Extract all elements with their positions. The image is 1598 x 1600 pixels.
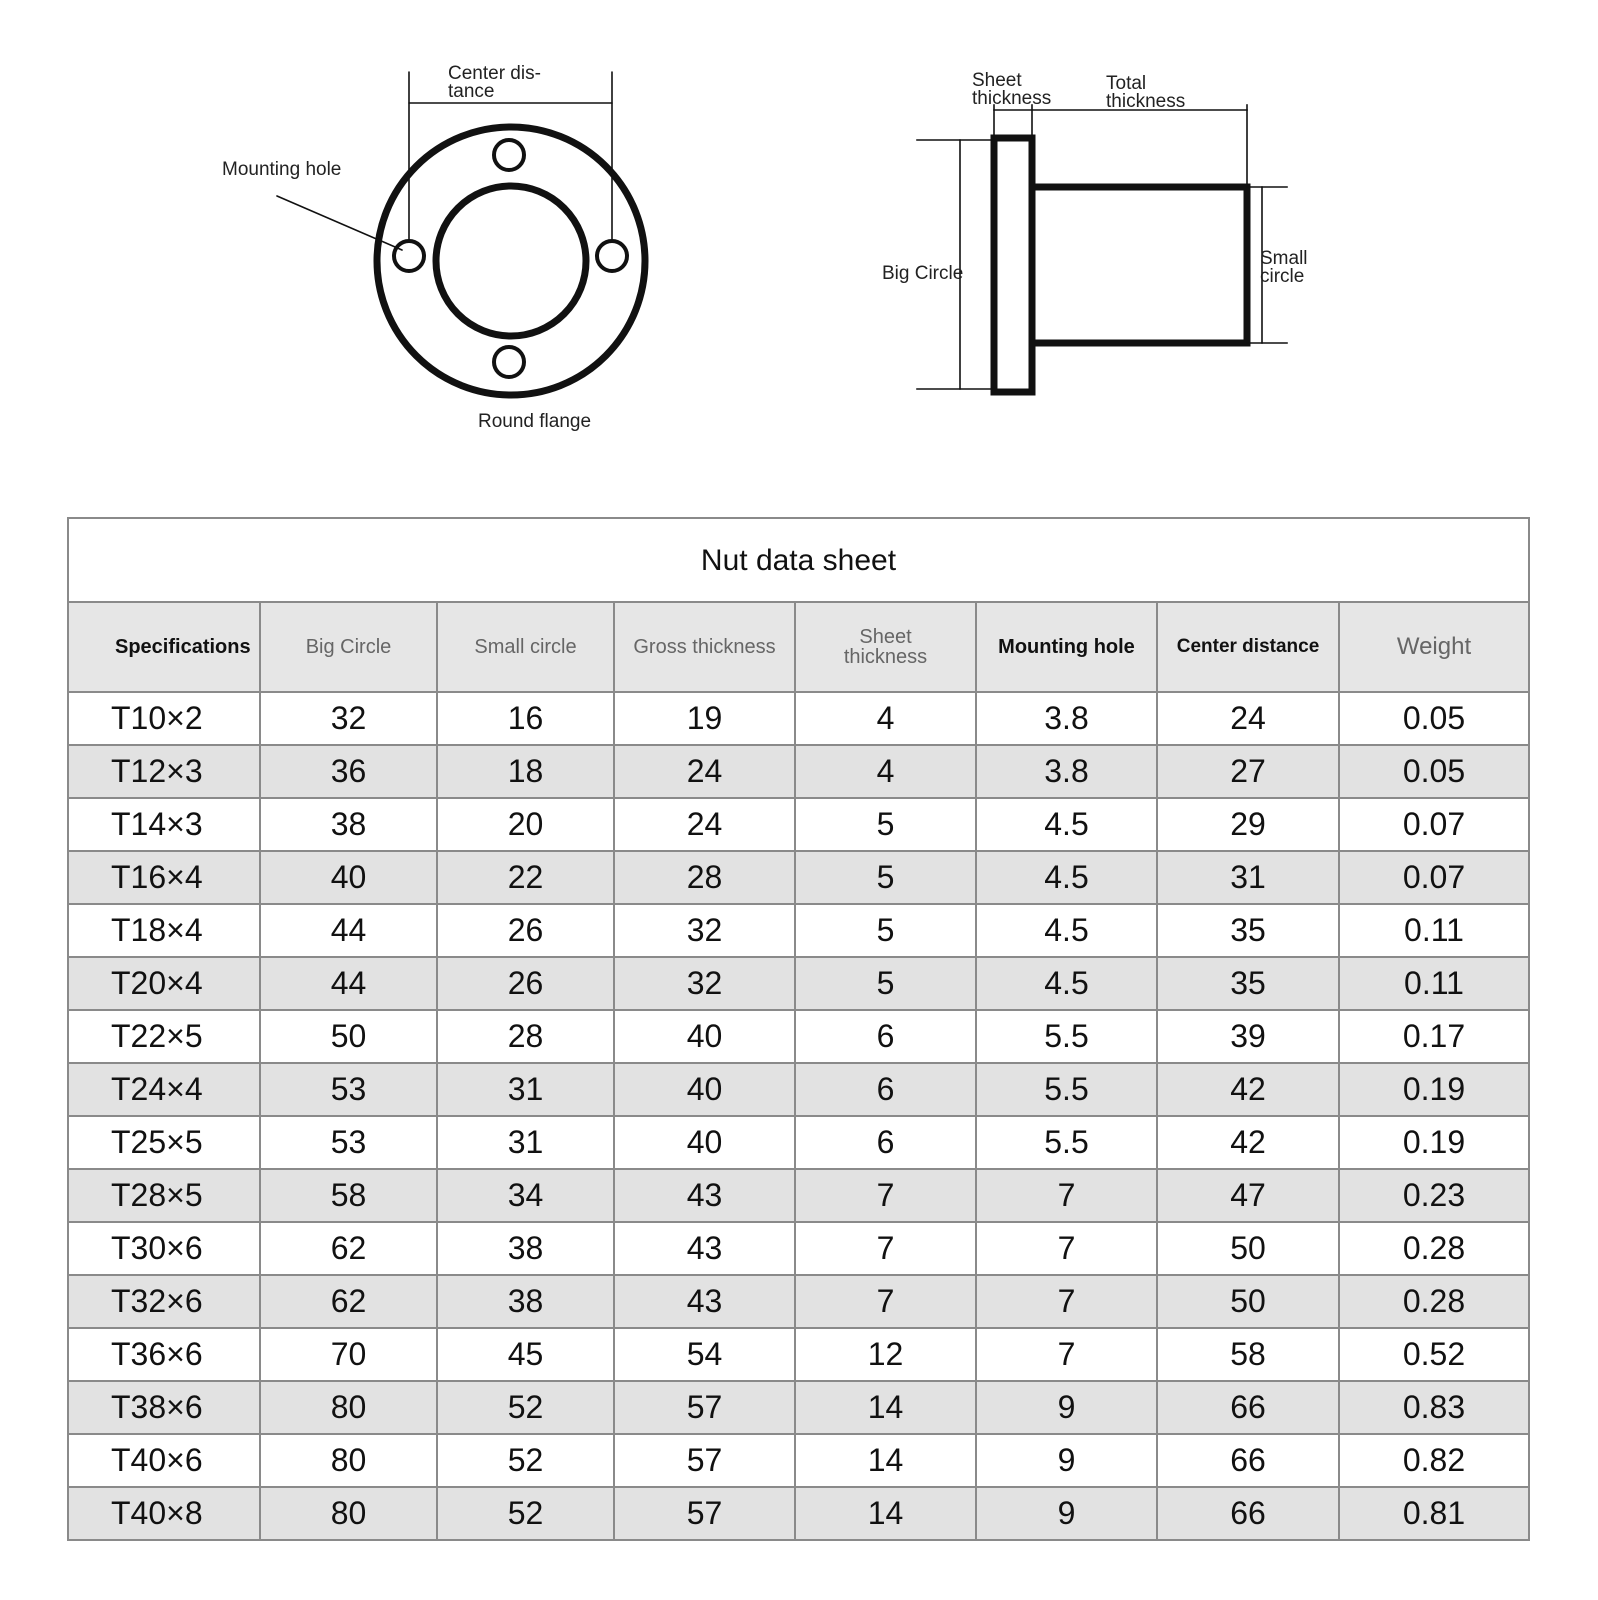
- cell-big-circle: 80: [260, 1381, 437, 1434]
- header-specifications: Specifications: [69, 603, 260, 692]
- cell-sheet-thickness: 6: [795, 1010, 976, 1063]
- cell-specification: T20×4: [69, 957, 260, 1010]
- cell-center-distance: 27: [1157, 745, 1339, 798]
- small-circle-label-line1: Small: [1260, 248, 1308, 269]
- cell-center-distance: 42: [1157, 1063, 1339, 1116]
- cell-big-circle: 62: [260, 1222, 437, 1275]
- cell-big-circle: 38: [260, 798, 437, 851]
- mounting-hole-right: [597, 241, 627, 271]
- cell-big-circle: 40: [260, 851, 437, 904]
- cell-gross-thickness: 43: [614, 1169, 795, 1222]
- header-row: [69, 603, 1528, 692]
- cell-gross-thickness: 32: [614, 957, 795, 1010]
- cell-center-distance: 39: [1157, 1010, 1339, 1063]
- cell-weight: 0.07: [1339, 798, 1528, 851]
- table-row: [69, 745, 1528, 798]
- cell-gross-thickness: 24: [614, 745, 795, 798]
- cell-small-circle: 52: [437, 1381, 614, 1434]
- cell-big-circle: 70: [260, 1328, 437, 1381]
- cell-weight: 0.81: [1339, 1487, 1528, 1539]
- cell-mounting-hole: 4.5: [976, 957, 1157, 1010]
- cell-center-distance: 31: [1157, 851, 1339, 904]
- cell-small-circle: 52: [437, 1434, 614, 1487]
- round-flange-label: Round flange: [478, 411, 592, 432]
- header-weight: Weight: [1339, 603, 1528, 692]
- total-thickness-label-line2: thickness: [1106, 91, 1186, 112]
- cell-mounting-hole: 7: [976, 1222, 1157, 1275]
- cell-big-circle: 53: [260, 1116, 437, 1169]
- cell-weight: 0.28: [1339, 1222, 1528, 1275]
- cell-mounting-hole: 9: [976, 1434, 1157, 1487]
- cell-mounting-hole: 9: [976, 1487, 1157, 1539]
- cell-weight: 0.05: [1339, 745, 1528, 798]
- cell-small-circle: 16: [437, 692, 614, 745]
- cell-sheet-thickness: 5: [795, 904, 976, 957]
- cell-center-distance: 66: [1157, 1434, 1339, 1487]
- cell-weight: 0.05: [1339, 692, 1528, 745]
- diagram-area: [0, 0, 1598, 480]
- flange-inner-circle: [436, 186, 586, 336]
- cell-specification: T22×5: [69, 1010, 260, 1063]
- table-row: [69, 692, 1528, 745]
- cell-sheet-thickness: 5: [795, 798, 976, 851]
- table-row: [69, 1328, 1528, 1381]
- cell-center-distance: 47: [1157, 1169, 1339, 1222]
- cell-mounting-hole: 5.5: [976, 1116, 1157, 1169]
- cell-mounting-hole: 4.5: [976, 851, 1157, 904]
- cell-gross-thickness: 40: [614, 1063, 795, 1116]
- cell-mounting-hole: 7: [976, 1169, 1157, 1222]
- nut-data-table: [69, 603, 1528, 1539]
- cell-small-circle: 22: [437, 851, 614, 904]
- cell-small-circle: 20: [437, 798, 614, 851]
- header-sheet-thickness: Sheet thickness: [795, 603, 976, 692]
- cell-big-circle: 44: [260, 904, 437, 957]
- cell-weight: 0.11: [1339, 957, 1528, 1010]
- cell-mounting-hole: 7: [976, 1275, 1157, 1328]
- cell-sheet-thickness: 14: [795, 1487, 976, 1539]
- cell-mounting-hole: 3.8: [976, 692, 1157, 745]
- cell-center-distance: 66: [1157, 1381, 1339, 1434]
- cell-small-circle: 38: [437, 1275, 614, 1328]
- cell-big-circle: 62: [260, 1275, 437, 1328]
- cell-mounting-hole: 7: [976, 1328, 1157, 1381]
- cell-weight: 0.11: [1339, 904, 1528, 957]
- table-row: [69, 1381, 1528, 1434]
- cell-specification: T28×5: [69, 1169, 260, 1222]
- cell-mounting-hole: 4.5: [976, 904, 1157, 957]
- cell-small-circle: 28: [437, 1010, 614, 1063]
- cell-gross-thickness: 57: [614, 1381, 795, 1434]
- cell-specification: T12×3: [69, 745, 260, 798]
- cell-gross-thickness: 54: [614, 1328, 795, 1381]
- cell-small-circle: 31: [437, 1116, 614, 1169]
- flange-plate-profile: [994, 138, 1032, 392]
- cell-center-distance: 50: [1157, 1222, 1339, 1275]
- round-flange-front-view: [277, 72, 645, 395]
- cell-small-circle: 45: [437, 1328, 614, 1381]
- cell-gross-thickness: 28: [614, 851, 795, 904]
- center-distance-label-line2: tance: [448, 81, 495, 102]
- flange-outer-circle: [377, 127, 645, 395]
- cell-mounting-hole: 5.5: [976, 1063, 1157, 1116]
- cell-specification: T10×2: [69, 692, 260, 745]
- cell-specification: T24×4: [69, 1063, 260, 1116]
- cell-sheet-thickness: 7: [795, 1275, 976, 1328]
- cell-specification: T18×4: [69, 904, 260, 957]
- cell-gross-thickness: 19: [614, 692, 795, 745]
- cell-small-circle: 52: [437, 1487, 614, 1539]
- cell-center-distance: 35: [1157, 904, 1339, 957]
- cell-weight: 0.19: [1339, 1063, 1528, 1116]
- cell-big-circle: 53: [260, 1063, 437, 1116]
- cell-gross-thickness: 24: [614, 798, 795, 851]
- mounting-hole-bottom: [494, 347, 524, 377]
- cell-gross-thickness: 43: [614, 1275, 795, 1328]
- table-row: [69, 1116, 1528, 1169]
- cell-gross-thickness: 57: [614, 1434, 795, 1487]
- cell-center-distance: 42: [1157, 1116, 1339, 1169]
- cell-sheet-thickness: 6: [795, 1116, 976, 1169]
- cell-big-circle: 80: [260, 1487, 437, 1539]
- cell-weight: 0.52: [1339, 1328, 1528, 1381]
- sheet-thickness-label-line1: Sheet: [972, 70, 1022, 91]
- cell-sheet-thickness: 4: [795, 692, 976, 745]
- table-row: [69, 1434, 1528, 1487]
- cell-small-circle: 26: [437, 904, 614, 957]
- cell-gross-thickness: 32: [614, 904, 795, 957]
- table-row: [69, 1063, 1528, 1116]
- cell-gross-thickness: 40: [614, 1010, 795, 1063]
- cell-gross-thickness: 57: [614, 1487, 795, 1539]
- cell-sheet-thickness: 12: [795, 1328, 976, 1381]
- cell-center-distance: 29: [1157, 798, 1339, 851]
- table-row: [69, 1010, 1528, 1063]
- cell-sheet-thickness: 5: [795, 851, 976, 904]
- mounting-hole-left: [394, 241, 424, 271]
- cell-small-circle: 38: [437, 1222, 614, 1275]
- table-row: [69, 904, 1528, 957]
- cell-gross-thickness: 43: [614, 1222, 795, 1275]
- cell-specification: T14×3: [69, 798, 260, 851]
- cell-center-distance: 24: [1157, 692, 1339, 745]
- cell-small-circle: 34: [437, 1169, 614, 1222]
- header-center-distance: Center distance: [1157, 603, 1339, 692]
- cell-sheet-thickness: 4: [795, 745, 976, 798]
- cell-weight: 0.07: [1339, 851, 1528, 904]
- cell-weight: 0.83: [1339, 1381, 1528, 1434]
- sheet-thickness-label-line2: thickness: [972, 88, 1052, 109]
- cell-mounting-hole: 4.5: [976, 798, 1157, 851]
- table-row: [69, 1275, 1528, 1328]
- cell-specification: T30×6: [69, 1222, 260, 1275]
- cell-weight: 0.28: [1339, 1275, 1528, 1328]
- flange-side-view: [917, 105, 1287, 392]
- cell-small-circle: 31: [437, 1063, 614, 1116]
- cell-mounting-hole: 5.5: [976, 1010, 1157, 1063]
- header-big-circle: Big Circle: [260, 603, 437, 692]
- cell-specification: T32×6: [69, 1275, 260, 1328]
- table-row: [69, 798, 1528, 851]
- cell-sheet-thickness: 5: [795, 957, 976, 1010]
- cell-mounting-hole: 3.8: [976, 745, 1157, 798]
- cell-specification: T40×8: [69, 1487, 260, 1539]
- cell-weight: 0.82: [1339, 1434, 1528, 1487]
- cell-small-circle: 26: [437, 957, 614, 1010]
- cell-weight: 0.17: [1339, 1010, 1528, 1063]
- cell-gross-thickness: 40: [614, 1116, 795, 1169]
- cell-big-circle: 58: [260, 1169, 437, 1222]
- cell-sheet-thickness: 7: [795, 1169, 976, 1222]
- table-row: [69, 1222, 1528, 1275]
- cell-sheet-thickness: 6: [795, 1063, 976, 1116]
- cell-big-circle: 32: [260, 692, 437, 745]
- cell-sheet-thickness: 14: [795, 1434, 976, 1487]
- table-row: [69, 851, 1528, 904]
- cell-big-circle: 44: [260, 957, 437, 1010]
- table-row: [69, 1487, 1528, 1539]
- cell-specification: T36×6: [69, 1328, 260, 1381]
- cell-specification: T16×4: [69, 851, 260, 904]
- cell-sheet-thickness: 14: [795, 1381, 976, 1434]
- cell-specification: T40×6: [69, 1434, 260, 1487]
- total-thickness-label-line1: Total: [1106, 73, 1147, 94]
- nut-body-profile: [1032, 187, 1247, 343]
- cell-weight: 0.23: [1339, 1169, 1528, 1222]
- mounting-hole-label: Mounting hole: [222, 159, 342, 180]
- flange-diagrams: [0, 0, 1598, 480]
- cell-center-distance: 35: [1157, 957, 1339, 1010]
- center-distance-label-line1: Center dis-: [448, 63, 541, 84]
- header-mounting-hole: Mounting hole: [976, 603, 1157, 692]
- header-small-circle: Small circle: [437, 603, 614, 692]
- cell-center-distance: 66: [1157, 1487, 1339, 1539]
- cell-specification: T25×5: [69, 1116, 260, 1169]
- table-row: [69, 957, 1528, 1010]
- cell-center-distance: 50: [1157, 1275, 1339, 1328]
- cell-big-circle: 50: [260, 1010, 437, 1063]
- cell-specification: T38×6: [69, 1381, 260, 1434]
- cell-big-circle: 80: [260, 1434, 437, 1487]
- small-circle-label-line2: circle: [1260, 266, 1305, 287]
- nut-data-sheet: [67, 517, 1530, 1541]
- cell-weight: 0.19: [1339, 1116, 1528, 1169]
- table-row: [69, 1169, 1528, 1222]
- sheet-title: Nut data sheet: [69, 519, 1528, 603]
- cell-mounting-hole: 9: [976, 1381, 1157, 1434]
- mounting-hole-top: [494, 140, 524, 170]
- header-gross-thickness: Gross thickness: [614, 603, 795, 692]
- cell-sheet-thickness: 7: [795, 1222, 976, 1275]
- big-circle-label: Big Circle: [882, 263, 964, 284]
- cell-big-circle: 36: [260, 745, 437, 798]
- cell-center-distance: 58: [1157, 1328, 1339, 1381]
- cell-small-circle: 18: [437, 745, 614, 798]
